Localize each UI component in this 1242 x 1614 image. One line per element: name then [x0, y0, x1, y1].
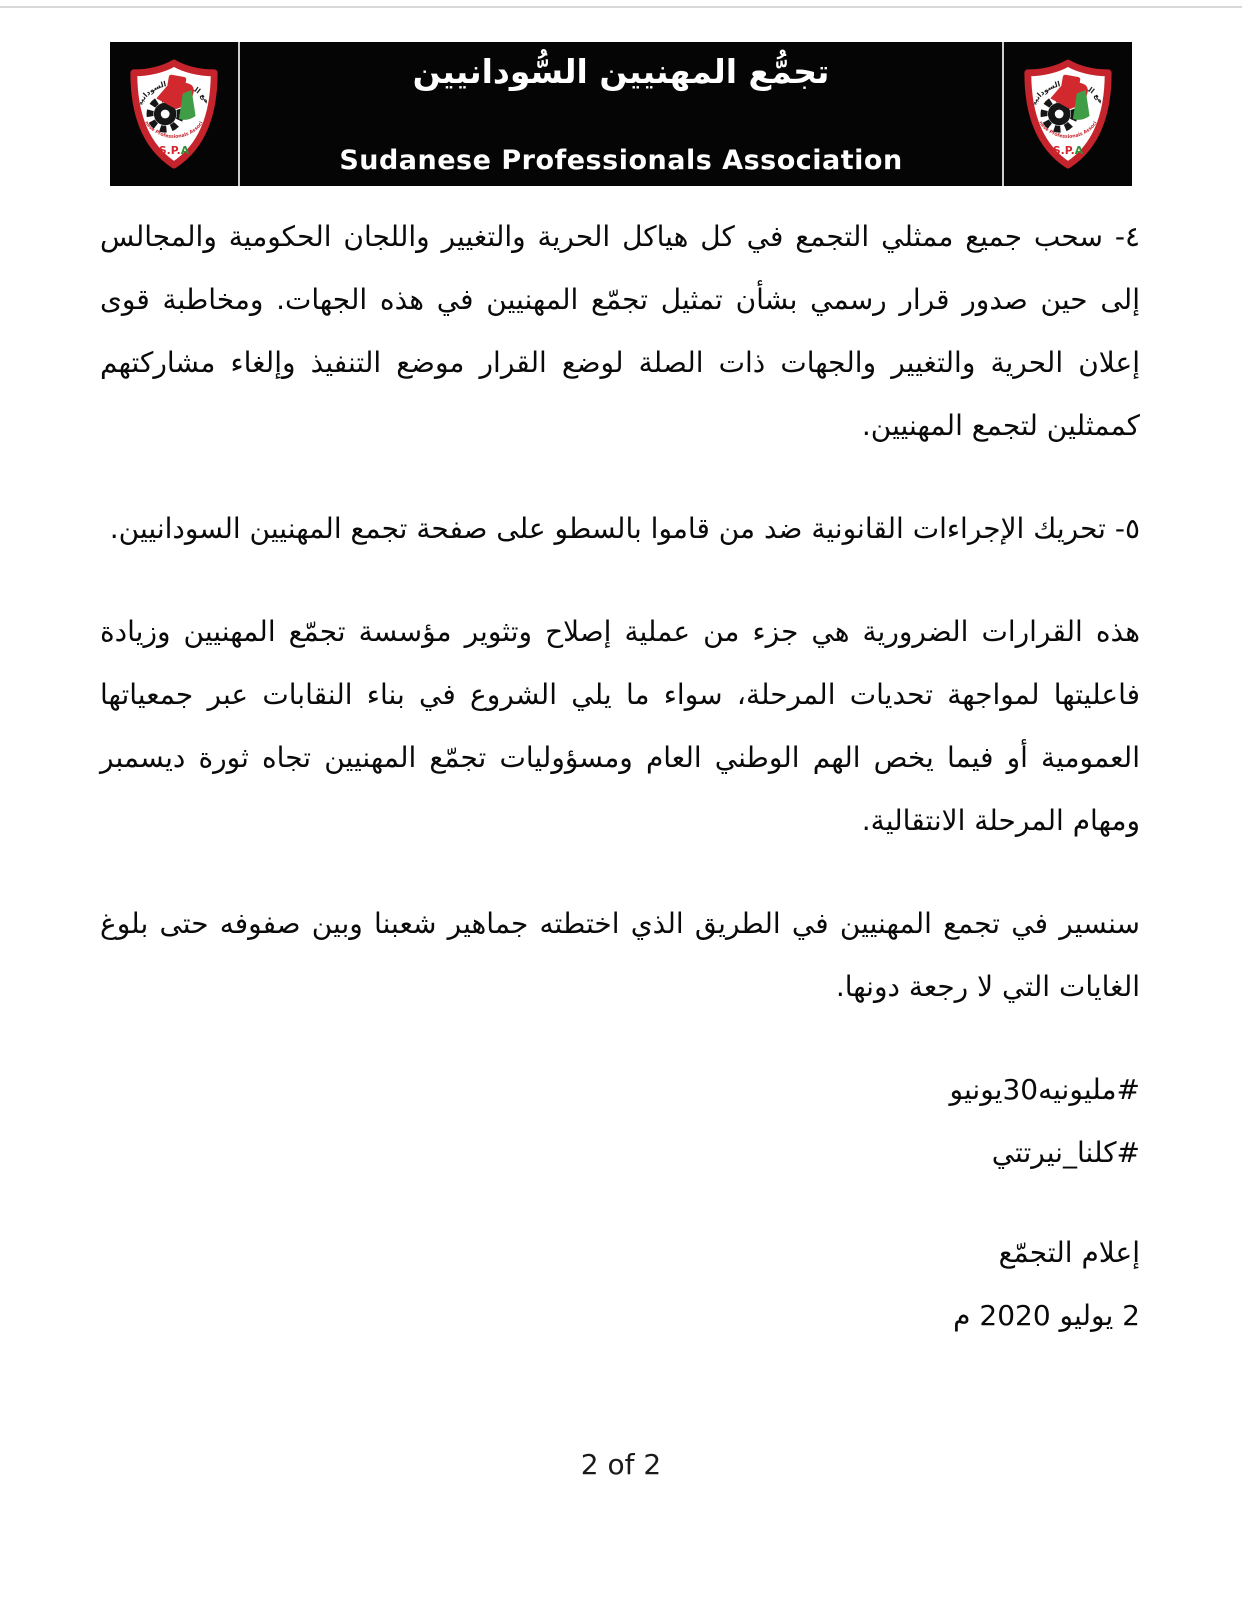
page-footer [0, 1448, 1242, 1481]
spa-shield-logo-icon [125, 59, 223, 169]
paragraph-point-4: ٤- سحب جميع ممثلي التجمع في كل هياكل الحرية والتغيير واللجان الحكومية والمجالس إلى حين صدور قرار رسمي بشأن تمثيل تجمّع المهنيين في هذه الجهات. ومخاطبة قوى إعلان الحرية والتغيير والجهات ذات الصلة لوضع القرار موضع التنفيذ وإلغاء مشاركتهم كممثلين لتجمع المهنيين. [100, 220, 1140, 442]
signature-block [100, 1221, 1140, 1347]
spa-shield-logo-icon [1019, 59, 1117, 169]
header-title-area [240, 42, 1002, 186]
document-body [100, 205, 1140, 1347]
hashtag-line: #كلنا_نيرتتي [991, 1136, 1140, 1169]
hashtag-line: #مليونيه30يونيو [949, 1073, 1140, 1106]
organization-title-arabic: تجمُّع المهنيين السُّودانيين [412, 52, 830, 91]
page-number: 2 of 2 [580, 1448, 662, 1481]
organization-title-english: Sudanese Professionals Association [339, 145, 903, 176]
header-left-logo-cell [110, 42, 240, 186]
paragraph-point-5: ٥- تحريك الإجراءات القانونية ضد من قاموا بالسطو على صفحة تجمع المهنيين السودانيين. [109, 512, 1140, 545]
header-right-logo-cell [1002, 42, 1132, 186]
hashtags-block [100, 1058, 1140, 1184]
signature-date: 2 يوليو 2020 م [953, 1299, 1140, 1332]
paragraph-decisions-context: هذه القرارات الضرورية هي جزء من عملية إصلاح وتثوير مؤسسة تجمّع المهنيين وزيادة فاعليتها لمواجهة تحديات المرحلة، سواء ما يلي الشروع في بناء النقابات عبر جمعياتها العمومية أو فيما يخص الهم الوطني العام ومسؤوليات تجمّع المهنيين تجاه ثورة ديسمبر ومهام المرحلة الانتقالية. [100, 615, 1140, 837]
header-banner [110, 42, 1132, 186]
page-top-rule [0, 6, 1242, 8]
signature-issuer: إعلام التجمّع [998, 1236, 1140, 1269]
paragraph-closing-statement: سنسير في تجمع المهنيين في الطريق الذي اختطته جماهير شعبنا وبين صفوفه حتى بلوغ الغايات التي لا رجعة دونها. [100, 907, 1140, 1003]
